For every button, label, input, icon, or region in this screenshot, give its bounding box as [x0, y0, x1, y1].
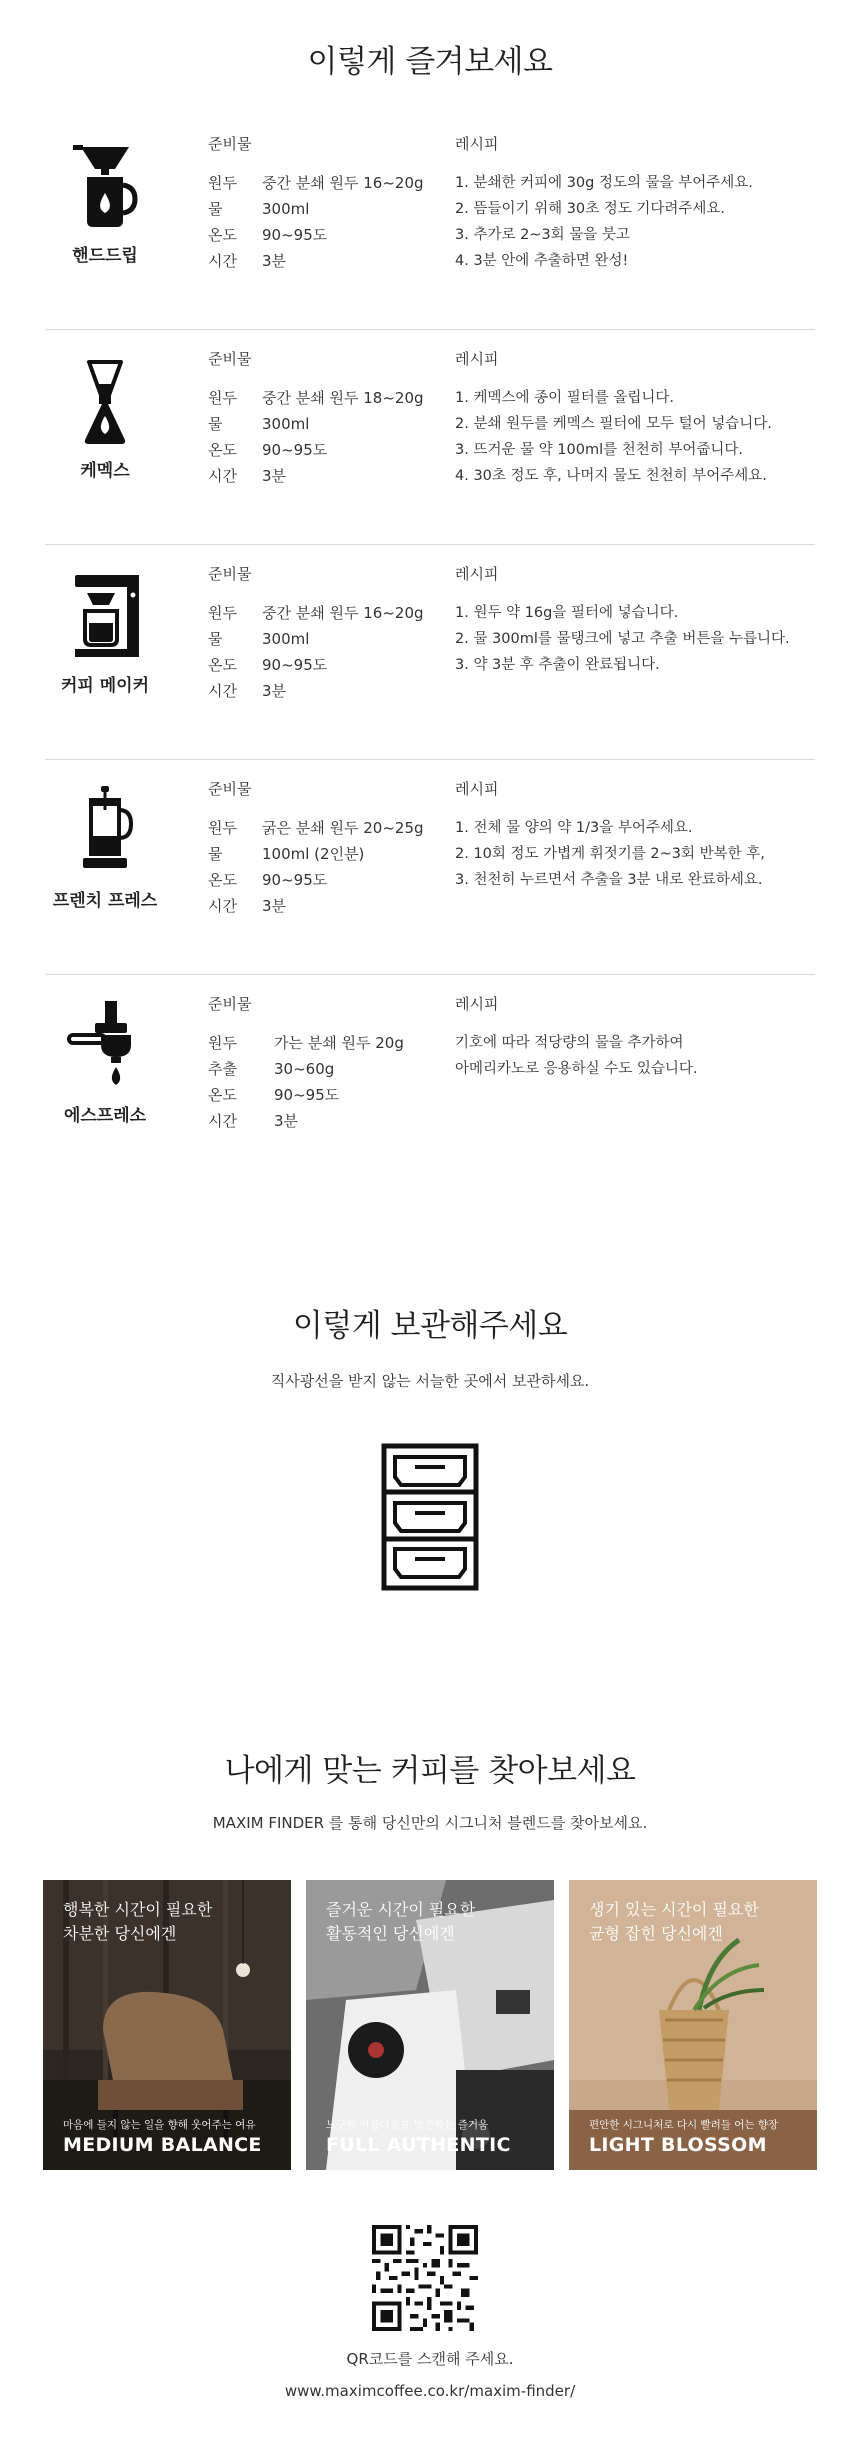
prep-row: [208, 626, 448, 652]
card-heading-line: 차분한 당신에겐: [63, 1924, 177, 1943]
prep-row: [208, 652, 448, 678]
prep-value: 90~95도: [262, 226, 328, 244]
prep-key: 물: [208, 630, 223, 648]
finder-section-title: 나에게 맞는 커피를 찾아보세요: [224, 1753, 636, 1789]
blend-name: MEDIUM BALANCE: [63, 2134, 262, 2156]
method-name: 커피 메이커: [60, 676, 150, 696]
storage-section-title: 이렇게 보관해주세요: [292, 1308, 568, 1344]
prep-value: 중간 분쇄 원두 18~20g: [262, 389, 424, 407]
prep-value: 3분: [274, 1112, 299, 1130]
method-name: 프렌치 프레스: [52, 891, 158, 911]
prep-row: [208, 841, 448, 867]
card-description: 편안한 시그니처로 다시 빨려들 어는 향장: [589, 2119, 779, 2131]
prep-value: 300ml: [262, 630, 310, 648]
qr-caption: QR코드를 스캔해 주세요.: [346, 2350, 514, 2368]
prep-row: [208, 196, 448, 222]
prep-key: 온도: [208, 441, 237, 459]
prep-key: 시간: [208, 897, 237, 915]
card-heading-line: 즐거운 시간이 필요한: [326, 1900, 476, 1919]
prep-row: [208, 463, 448, 489]
prep-row: [208, 678, 448, 704]
card-description: 느긋한 아름다움을 발견하는 즐거움: [326, 2119, 489, 2131]
drawer-icon: [381, 1443, 479, 1591]
method-name: 핸드드립: [72, 246, 138, 266]
prep-value: 30~60g: [274, 1060, 335, 1078]
prep-heading: 준비물: [208, 565, 252, 583]
prep-key: 원두: [208, 174, 237, 192]
card-heading-line: 생기 있는 시간이 필요한: [589, 1900, 759, 1919]
prep-block: [208, 993, 448, 1134]
prep-row: [208, 411, 448, 437]
prep-row: [208, 815, 448, 841]
recipe-step: 3. 약 3분 후 추출이 완료됩니다.: [455, 657, 660, 673]
recipe-step: 1. 케멕스에 종이 필터를 올립니다.: [455, 390, 674, 406]
prep-row: [208, 1108, 448, 1134]
prep-value: 굵은 분쇄 원두 20~25g: [262, 819, 424, 837]
prep-value: 300ml: [262, 200, 310, 218]
prep-key: 시간: [208, 252, 237, 270]
prep-row: [208, 170, 448, 196]
card-heading-line: 활동적인 당신에겐: [326, 1924, 455, 1943]
prep-row: [208, 1056, 448, 1082]
brew-method-hand-drip: [45, 115, 815, 330]
chemex-icon: [65, 350, 145, 450]
recipe-heading: 레시피: [455, 135, 499, 153]
prep-value: 90~95도: [274, 1086, 340, 1104]
prep-key: 원두: [208, 819, 237, 837]
prep-row: [208, 867, 448, 893]
prep-value: 300ml: [262, 415, 310, 433]
recipe-step: 4. 30초 정도 후, 나머지 물도 천천히 부어주세요.: [455, 468, 767, 484]
prep-key: 물: [208, 415, 223, 433]
storage-subtitle: 직사광선을 받지 않는 서늘한 곳에서 보관하세요.: [270, 1372, 590, 1390]
recipe-step: 4. 3분 안에 추출하면 완성!: [455, 253, 629, 269]
recipe-heading: 레시피: [455, 350, 499, 368]
blend-name: LIGHT BLOSSOM: [589, 2134, 767, 2156]
card-heading-line: 행복한 시간이 필요한: [63, 1900, 213, 1919]
prep-key: 원두: [208, 604, 237, 622]
prep-key: 시간: [208, 1112, 237, 1130]
prep-value: 90~95도: [262, 871, 328, 889]
qr-code[interactable]: [372, 2225, 478, 2331]
prep-value: 90~95도: [262, 656, 328, 674]
prep-key: 온도: [208, 871, 237, 889]
prep-row: [208, 893, 448, 919]
prep-value: 중간 분쇄 원두 16~20g: [262, 604, 424, 622]
finder-url-link[interactable]: www.maximcoffee.co.kr/maxim-finder/: [284, 2382, 576, 2400]
brew-method-espresso: [45, 975, 815, 1190]
recipe-step: 3. 천천히 누르면서 추출을 3분 내로 완료하세요.: [455, 872, 763, 888]
prep-key: 물: [208, 845, 223, 863]
prep-block: [208, 348, 448, 489]
brew-method-chemex: [45, 330, 815, 545]
prep-value: 가는 분쇄 원두 20g: [274, 1034, 404, 1052]
prep-value: 100ml (2인분): [262, 845, 365, 863]
recipe-heading: 레시피: [455, 780, 499, 798]
brew-section-title: 이렇게 즐겨보세요: [307, 44, 553, 80]
prep-block: [208, 778, 448, 919]
recipe-heading: 레시피: [455, 565, 499, 583]
prep-row: [208, 1082, 448, 1108]
hand-drip-icon: [65, 135, 145, 235]
coffee-maker-icon: [65, 565, 145, 665]
blend-name: FULL AUTHENTIC: [326, 2134, 511, 2156]
prep-key: 시간: [208, 467, 237, 485]
brew-method-coffee-maker: [45, 545, 815, 760]
prep-key: 온도: [208, 656, 237, 674]
prep-key: 시간: [208, 682, 237, 700]
prep-value: 3분: [262, 467, 287, 485]
recipe-block: [455, 993, 820, 1082]
recipe-heading: 레시피: [455, 995, 499, 1013]
prep-row: [208, 248, 448, 274]
prep-key: 온도: [208, 1086, 237, 1104]
prep-value: 3분: [262, 682, 287, 700]
recipe-step: 3. 뜨거운 물 약 100ml를 천천히 부어줍니다.: [455, 442, 744, 458]
recipe-step: 기호에 따라 적당량의 물을 추가하여: [455, 1035, 684, 1051]
prep-block: [208, 133, 448, 274]
recipe-block: [455, 348, 820, 489]
recipe-block: [455, 133, 820, 274]
recipe-step: 2. 뜸들이기 위해 30초 정도 기다려주세요.: [455, 201, 726, 217]
blend-card-light-blossom[interactable]: [569, 1880, 817, 2170]
prep-heading: 준비물: [208, 350, 252, 368]
prep-key: 온도: [208, 226, 237, 244]
recipe-step: 2. 분쇄 원두를 케멕스 필터에 모두 털어 넣습니다.: [455, 416, 772, 432]
prep-heading: 준비물: [208, 995, 252, 1013]
prep-heading: 준비물: [208, 135, 252, 153]
prep-heading: 준비물: [208, 780, 252, 798]
prep-key: 물: [208, 200, 223, 218]
prep-value: 3분: [262, 897, 287, 915]
prep-value: 3분: [262, 252, 287, 270]
card-description: 마음에 들지 않는 일을 향해 웃어주는 여유: [63, 2119, 256, 2131]
blend-card-medium-balance[interactable]: [43, 1880, 291, 2170]
prep-row: [208, 1030, 448, 1056]
method-name: 케멕스: [80, 461, 130, 481]
espresso-icon: [65, 995, 145, 1095]
prep-row: [208, 385, 448, 411]
recipe-step: 2. 물 300ml를 물탱크에 넣고 추출 버튼을 누릅니다.: [455, 631, 790, 647]
blend-card-list: [43, 1880, 817, 2170]
prep-key: 원두: [208, 389, 237, 407]
brew-method-list: [45, 115, 815, 1190]
recipe-step: 2. 10회 정도 가볍게 휘젓기를 2~3회 반복한 후,: [455, 846, 765, 862]
recipe-step: 1. 원두 약 16g을 필터에 넣습니다.: [455, 605, 679, 621]
card-heading: [589, 1898, 759, 1946]
card-heading-line: 균형 잡힌 당신에겐: [589, 1924, 723, 1943]
prep-row: [208, 600, 448, 626]
finder-subtitle: MAXIM FINDER 를 통해 당신만의 시그니처 블렌드를 찾아보세요.: [212, 1814, 648, 1832]
recipe-block: [455, 778, 820, 893]
prep-row: [208, 222, 448, 248]
blend-card-full-authentic[interactable]: [306, 1880, 554, 2170]
prep-block: [208, 563, 448, 704]
brew-method-french-press: [45, 760, 815, 975]
prep-key: 추출: [208, 1060, 237, 1078]
recipe-step: 3. 추가로 2~3회 물을 붓고: [455, 227, 630, 243]
prep-key: 원두: [208, 1034, 237, 1052]
card-heading: [326, 1898, 475, 1946]
recipe-block: [455, 563, 820, 678]
prep-value: 중간 분쇄 원두 16~20g: [262, 174, 424, 192]
prep-row: [208, 437, 448, 463]
prep-value: 90~95도: [262, 441, 328, 459]
recipe-step: 1. 분쇄한 커피에 30g 정도의 물을 부어주세요.: [455, 175, 753, 191]
method-name: 에스프레소: [63, 1106, 147, 1126]
card-heading: [63, 1898, 212, 1946]
recipe-step: 1. 전체 물 양의 약 1/3을 부어주세요.: [455, 820, 693, 836]
recipe-step: 아메리카노로 응용하실 수도 있습니다.: [455, 1061, 698, 1077]
french-press-icon: [65, 780, 145, 880]
